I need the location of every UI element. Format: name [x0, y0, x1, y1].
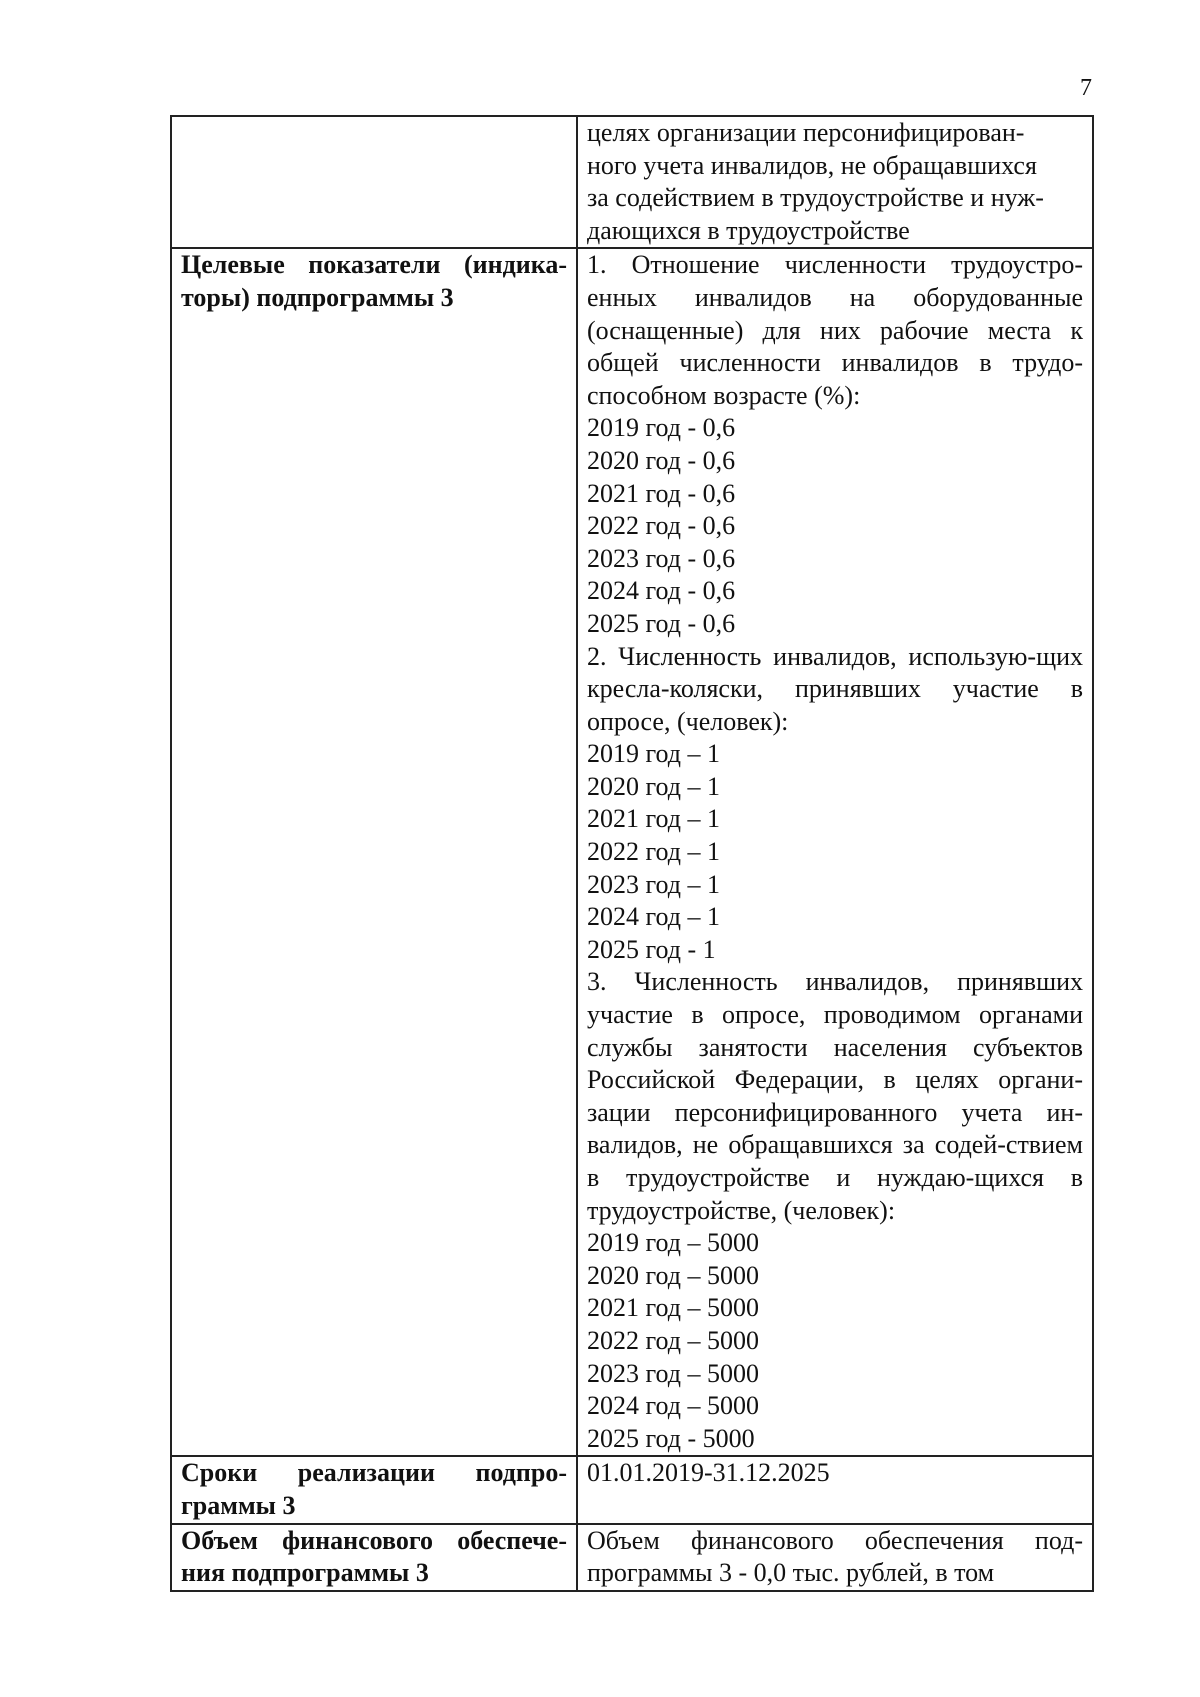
continuation-line-1: целях организации персонифицирован- [587, 118, 1025, 147]
table-row-financing-volume [171, 1524, 1093, 1591]
continuation-line-2: ного учета инвалидов, не обращавшихся [587, 150, 1037, 180]
row-value-target-indicators [577, 248, 1093, 1456]
indicator-3-year-2019: 2019 год – 5000 [587, 1228, 759, 1258]
indicator-3-year-2021: 2021 год – 5000 [587, 1293, 759, 1323]
indicator-2-year-2024: 2024 год – 1 [587, 902, 720, 932]
indicator-1-year-2023: 2023 год - 0,6 [587, 543, 736, 573]
indicator-2-text: 2. Численность инвалидов, использую-щих кресла-коляски, принявших участие в опросе, (человек): [587, 641, 1083, 736]
indicator-2-year-2023: 2023 год – 1 [587, 869, 720, 899]
indicator-3-year-2023: 2023 год – 5000 [587, 1358, 759, 1388]
row-label-target-indicators: Целевые показатели (индика-торы) подпрограммы 3 [171, 248, 577, 1456]
page-number: 7 [1080, 75, 1092, 101]
indicator-1-text: 1. Отношение численности трудоустро-енных инвалидов на оборудованные (оснащенные) для них рабочие места к общей численности инвалидов в трудо-способном возрасте (%): [587, 250, 1083, 410]
indicator-2-year-2019: 2019 год – 1 [587, 739, 720, 769]
indicator-2-year-2020: 2020 год – 1 [587, 771, 720, 801]
indicator-2-year-2022: 2022 год – 1 [587, 837, 720, 867]
indicator-2-year-2021: 2021 год – 1 [587, 804, 720, 834]
indicator-3-year-2025: 2025 год - 5000 [587, 1423, 755, 1453]
indicator-2-year-2025: 2025 год - 1 [587, 934, 716, 964]
indicator-1-year-2019: 2019 год - 0,6 [587, 413, 736, 443]
row-value-financing-volume: Объем финансового обеспечения под-программы 3 - 0,0 тыс. рублей, в том [577, 1524, 1093, 1591]
row-label-financing-volume: Объем финансового обеспече-ния подпрограммы 3 [171, 1524, 577, 1591]
table-row-target-indicators [171, 248, 1093, 1456]
indicator-3-year-2020: 2020 год – 5000 [587, 1260, 759, 1290]
table-row-implementation-period [171, 1456, 1093, 1523]
indicator-3-year-2022: 2022 год – 5000 [587, 1325, 759, 1355]
table-row-continuation [171, 116, 1093, 248]
continuation-line-4: дающихся в трудоустройстве [587, 215, 910, 245]
indicator-1-year-2024: 2024 год - 0,6 [587, 576, 736, 606]
indicator-3-text: 3. Численность инвалидов, принявших участие в опросе, проводимом органами службы занятости населения субъектов Российской Федерации, в целях органи-зации персонифицированного учета ин-валидов, не обращавшихся за содей-ствием в трудоустройстве и нуждаю-щихся в трудоустройстве, (человек): [587, 967, 1083, 1225]
indicator-1-year-2025: 2025 год - 0,6 [587, 608, 736, 638]
row-label-empty [171, 116, 577, 248]
row-value-continuation [577, 116, 1093, 248]
indicator-3-year-2024: 2024 год – 5000 [587, 1391, 759, 1421]
row-value-implementation-period: 01.01.2019-31.12.2025 [577, 1456, 1093, 1523]
indicator-1-year-2021: 2021 год - 0,6 [587, 478, 736, 508]
row-label-implementation-period: Сроки реализации подпро-граммы 3 [171, 1456, 577, 1523]
program-passport-table [170, 115, 1094, 1592]
indicator-1-year-2020: 2020 год - 0,6 [587, 445, 736, 475]
continuation-line-3: за содействием в трудоустройстве и нуж- [587, 183, 1044, 213]
indicator-1-year-2022: 2022 год - 0,6 [587, 511, 736, 541]
